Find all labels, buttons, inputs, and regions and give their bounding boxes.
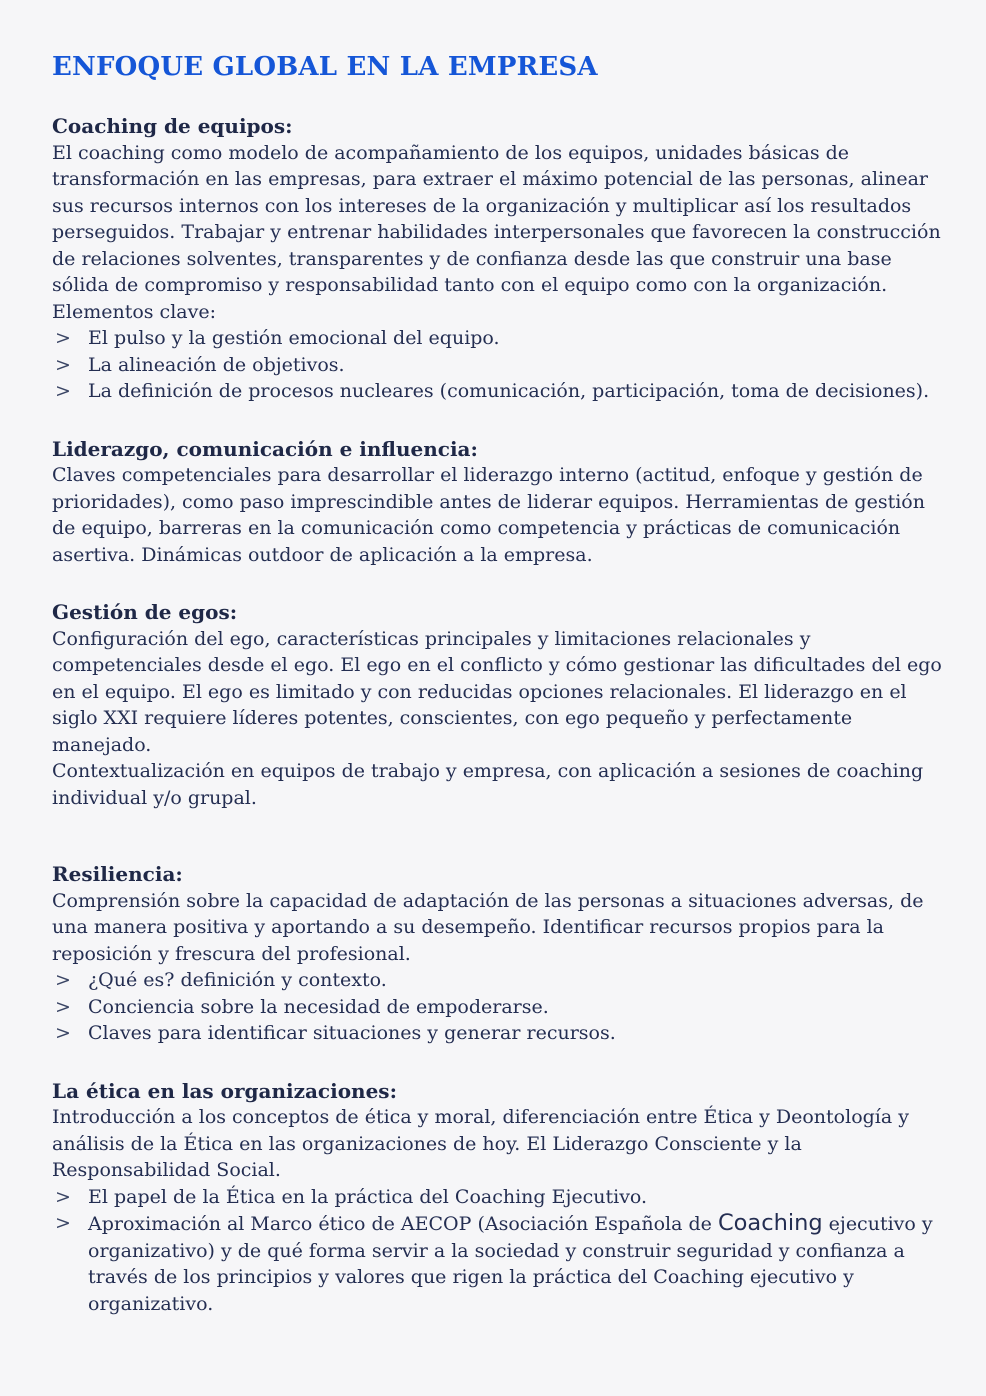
bullet-text-pre: Aproximación al Marco ético de AECOP (Asociación Española de xyxy=(88,1213,718,1235)
section-heading: Gestión de egos: xyxy=(52,600,238,624)
paragraph: Claves competenciales para desarrollar el liderazgo interno (actitud, enfoque y gestión de prioridades), como paso imprescindible antes de liderar equipos. Herramientas de gestión de equipo, barreras en la comunicación como competencia y prácticas de comunicación asertiva. Dinámicas outdoor de aplicación a la empresa. xyxy=(52,464,925,566)
bullet-text: ¿Qué es? definición y contexto. xyxy=(88,969,387,991)
chevron-bullet-marker: > xyxy=(55,1212,71,1234)
bullet-text xyxy=(88,1210,946,1317)
bullet-text-post: ejecutivo y organizativo) y de qué forma servir a la sociedad y construir seguridad y confianza a través de los principios y valores que rigen la práctica del Coaching ejecutivo y organizativo. xyxy=(88,1213,933,1315)
bullet-item xyxy=(52,325,946,352)
bullet-item xyxy=(52,1210,946,1317)
bullet-item xyxy=(52,1020,946,1047)
bullet-item xyxy=(52,352,946,379)
bullet-text: La definición de procesos nucleares (comunicación, participación, toma de decisiones). xyxy=(88,380,930,402)
chevron-bullet-marker: > xyxy=(55,380,71,402)
section-resiliencia xyxy=(52,861,946,1047)
section-liderazgo-comunicacion-influencia xyxy=(52,436,946,569)
chevron-bullet-marker: > xyxy=(55,969,71,991)
bullet-text: El pulso y la gestión emocional del equipo. xyxy=(88,327,500,349)
section-coaching-de-equipos xyxy=(52,113,946,405)
brand-word-coaching: Coaching xyxy=(717,1210,823,1236)
section-etica-organizaciones xyxy=(52,1078,946,1318)
paragraph: Introducción a los conceptos de ética y moral, diferenciación entre Ética y Deontología y análisis de la Ética en las organizaciones de hoy. El Liderazgo Consciente y la Responsabilidad Social. xyxy=(52,1106,909,1181)
paragraph: Elementos clave: xyxy=(52,300,216,323)
paragraph: Contextualización en equipos de trabajo y empresa, con aplicación a sesiones de coaching individual y/o grupal. xyxy=(52,760,924,809)
bullet-list xyxy=(52,967,946,1047)
bullet-list xyxy=(52,1184,946,1318)
bullet-item xyxy=(52,378,946,405)
bullet-item xyxy=(52,1184,946,1211)
bullet-text: La alineación de objetivos. xyxy=(88,353,345,376)
section-gestion-de-egos xyxy=(52,599,946,811)
paragraph: El coaching como modelo de acompañamiento de los equipos, unidades básicas de transformación en las empresas, para extraer el máximo potencial de las personas, alinear sus recursos internos con los intereses de la organización y multiplicar así los resultados perseguidos. Trabajar y entrenar habilidades interpersonales que favorecen la construcción de relaciones solventes, transparentes y de confianza desde las que construir una base sólida de compromiso y responsabilidad tanto con el equipo como con la organización. xyxy=(52,141,941,296)
bullet-text: Conciencia sobre la necesidad de empoderarse. xyxy=(88,995,549,1018)
chevron-bullet-marker: > xyxy=(55,995,71,1018)
section-heading: Liderazgo, comunicación e influencia: xyxy=(52,436,478,461)
chevron-bullet-marker: > xyxy=(55,1022,71,1044)
chevron-bullet-marker: > xyxy=(55,1185,71,1208)
chevron-bullet-marker: > xyxy=(55,327,71,349)
paragraph: Configuración del ego, características principales y limitaciones relacionales y competenciales desde el ego. El ego en el conflicto y cómo gestionar las dificultades del ego en el equipo. El ego es limitado y con reducidas opciones relacionales. El liderazgo en el siglo XXI requiere líderes potentes, conscientes, con ego pequeño y perfectamente manejado. xyxy=(52,627,942,756)
bullet-text: Claves para identificar situaciones y generar recursos. xyxy=(88,1022,616,1044)
section-heading: La ética en las organizaciones: xyxy=(52,1078,397,1103)
section-heading: Coaching de equipos: xyxy=(52,114,293,138)
bullet-item xyxy=(52,994,946,1021)
page-title: ENFOQUE GLOBAL EN LA EMPRESA xyxy=(52,52,598,82)
bullet-item xyxy=(52,967,946,994)
section-heading: Resiliencia: xyxy=(52,862,183,886)
bullet-list xyxy=(52,325,946,405)
paragraph: Comprensión sobre la capacidad de adaptación de las personas a situaciones adversas, de una manera positiva y aportando a su desempeño. Identificar recursos propios para la reposición y frescura del profesional. xyxy=(52,889,924,965)
bullet-text: El papel de la Ética en la práctica del Coaching Ejecutivo. xyxy=(88,1185,648,1208)
chevron-bullet-marker: > xyxy=(55,353,71,376)
